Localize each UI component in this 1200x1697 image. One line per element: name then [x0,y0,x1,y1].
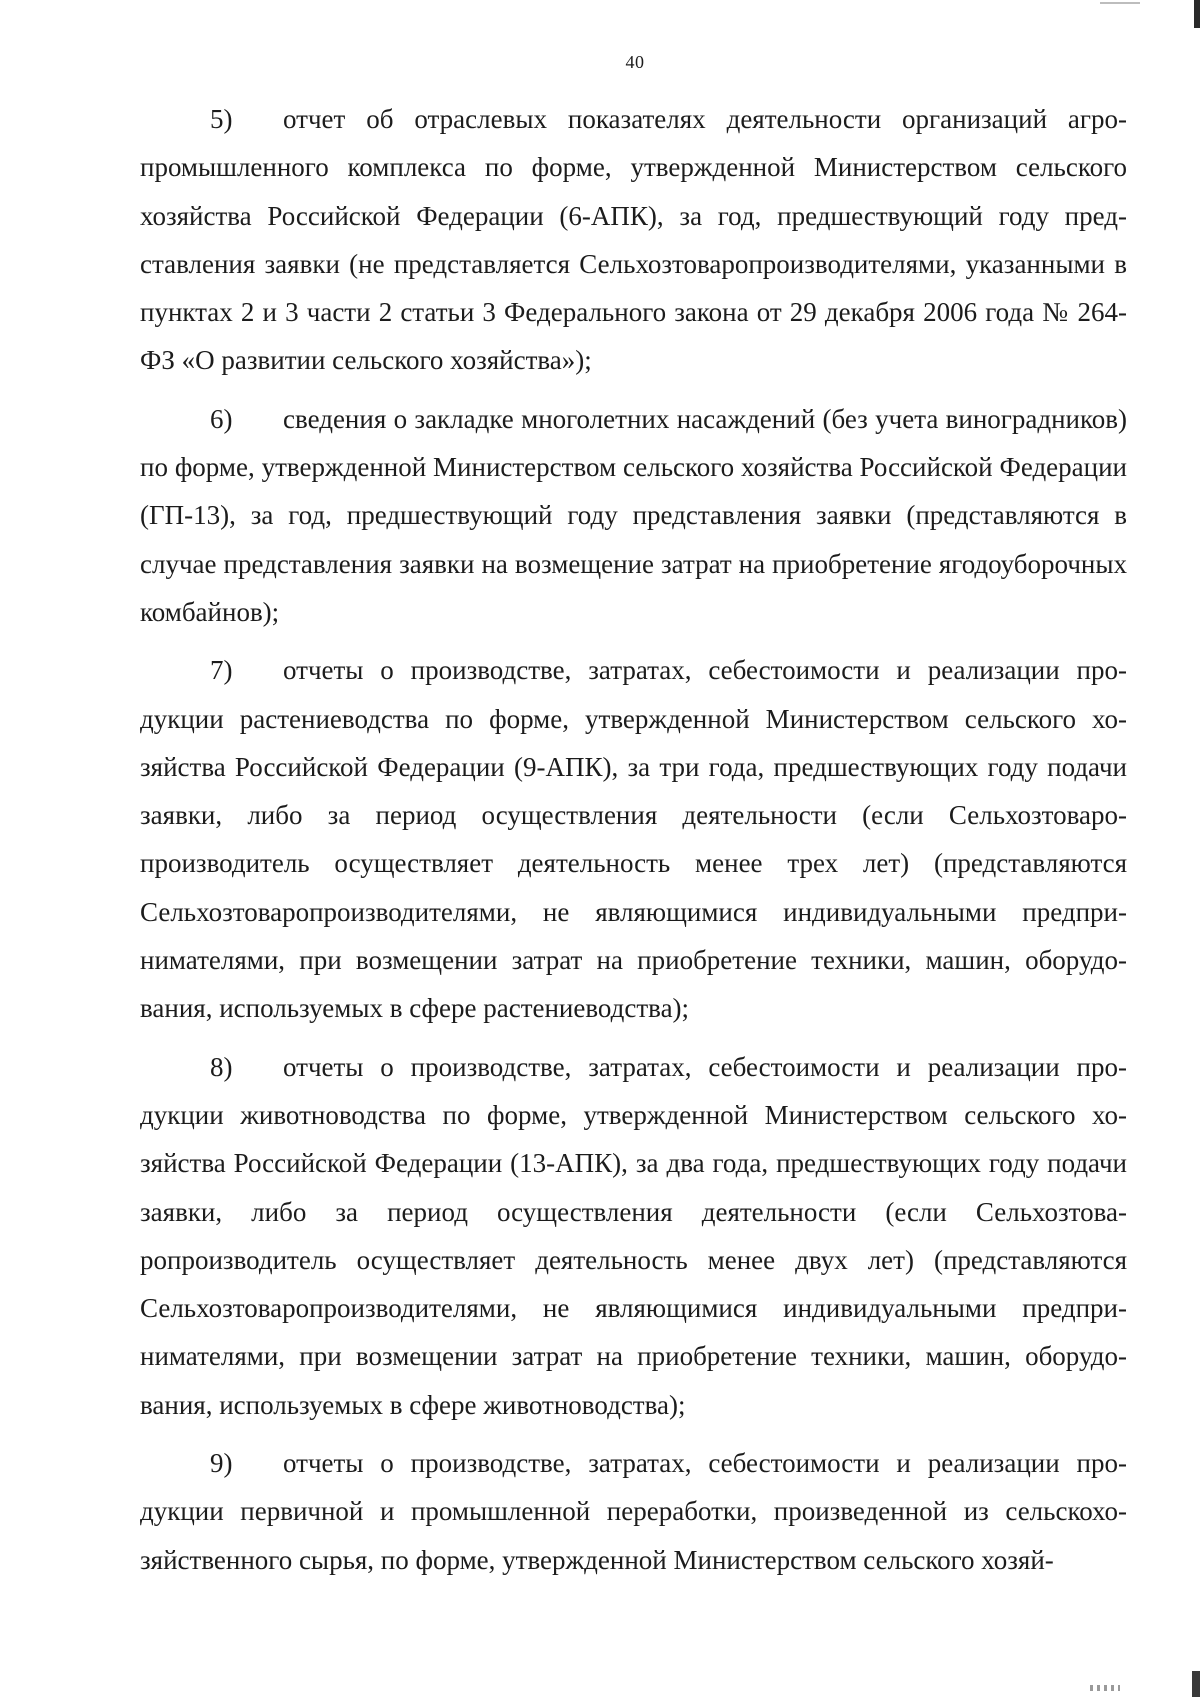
scan-artifact-bottom [1090,1685,1120,1691]
list-item [140,1439,1127,1584]
document-body [140,95,1127,1594]
item-number: 9) [210,1448,233,1479]
item-text: отчет об отраслевых показателях деятельности организаций агропромышленного комплекса по форме, утвержденной Министерством сельского хозяйства Российской Федерации (6-АПК), за год, предшествующий году представления заявки (не представляется Сельхозтоваропроизводителями, указанными в пунктах 2 и 3 части 2 статьи 3 Федерального закона от 29 декабря 2006 года № 264-ФЗ «О развитии сельского хозяйства»); [140,104,1127,376]
item-number: 6) [210,403,233,434]
item-number: 5) [210,104,233,134]
list-item [140,95,1127,385]
scan-artifact-top [1100,2,1140,4]
list-item [140,1043,1127,1429]
scan-edge-mark-top [1194,0,1200,28]
list-item [140,646,1127,1032]
scan-edge-mark-bottom [1192,1671,1200,1697]
item-number: 8) [210,1051,233,1082]
page-number: 40 [625,52,645,72]
item-text: отчеты о производстве, затратах, себестоимости и реализации продукции растениеводства по форме, утвержденной Министерством сельского хозяйства Российской Федерации (9-АПК), за три года, предшествующих году подачи заявки, либо за период осуществления деятельности (если Сельхозтоваропроизводитель осуществляет деятельность менее трех лет) (представляются Сельхозтоваропроизводителями, не являющимися индивидуальными предпринимателями, при возмещении затрат на приобретение техники, машин, оборудования, используемых в сфере растениеводства); [140,655,1127,1024]
item-number: 7) [210,655,233,686]
list-item [140,395,1127,636]
item-text: сведения о закладке многолетних насаждений (без учета виноградников) по форме, утвержденной Министерством сельского хозяйства Российской Федерации (ГП-13), за год, предшествующий году представления заявки (представляются в случае представления заявки на возмещение затрат на приобретение ягодоуборочных комбайнов); [140,403,1127,627]
item-text: отчеты о производстве, затратах, себестоимости и реализации продукции первичной и промышленной переработки, произведенной из сельскохозяйственного сырья, по форме, утвержденной Министерством сельского хозяй- [140,1448,1127,1575]
item-text: отчеты о производстве, затратах, себестоимости и реализации продукции животноводства по форме, утвержденной Министерством сельского хозяйства Российской Федерации (13-АПК), за два года, предшествующих году подачи заявки, либо за период осуществления деятельности (если Сельхозтоваропроизводитель осуществляет деятельность менее двух лет) (представляются Сельхозтоваропроизводителями, не являющимися индивидуальными предпринимателями, при возмещении затрат на приобретение техники, машин, оборудования, используемых в сфере животноводства); [140,1051,1127,1420]
